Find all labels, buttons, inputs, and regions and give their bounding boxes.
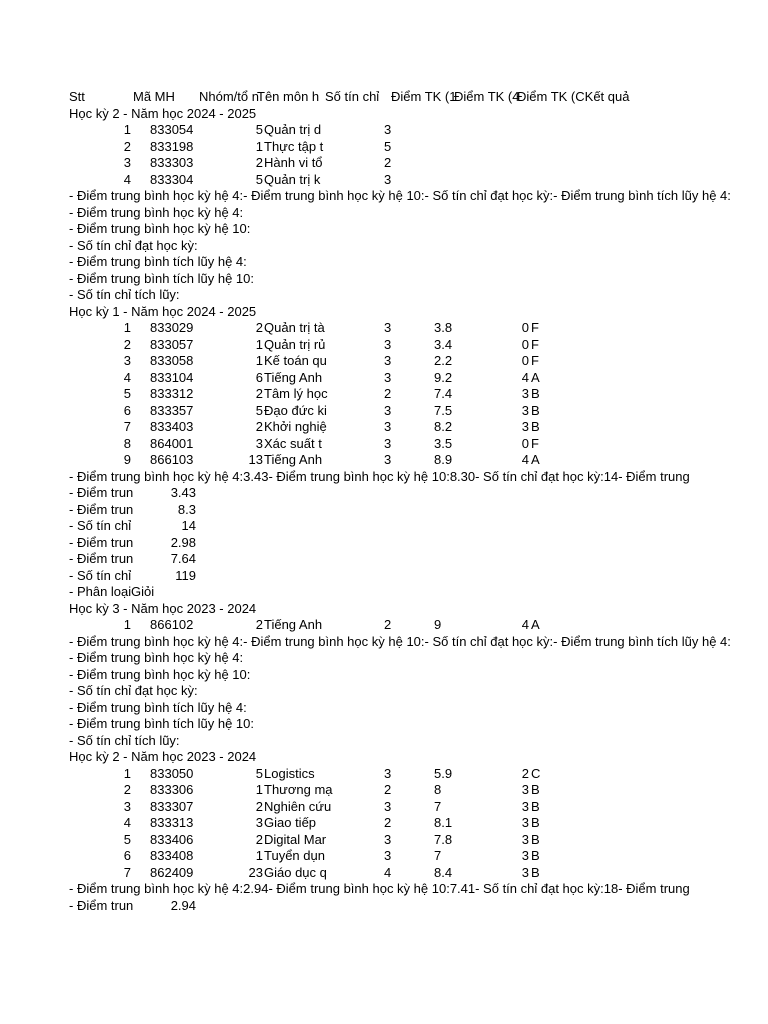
cell-ma-mh[interactable]: 833057 — [150, 336, 194, 352]
summary-label[interactable]: - Số tín chỉ đạt học kỳ: — [69, 237, 198, 253]
cell-ten-mon[interactable]: Khởi nghiệ — [264, 419, 327, 434]
cell-nhom[interactable]: 2 — [255, 831, 263, 847]
cell-diem-10[interactable]: 7.8 — [434, 831, 453, 847]
cell-stt[interactable]: 9 — [123, 452, 131, 467]
cell-stt[interactable]: 1 — [123, 320, 131, 335]
cell-ten-mon[interactable]: Nghiên cứu — [264, 798, 332, 814]
summary-overflow-row — [69, 881, 690, 898]
cell-ten-mon[interactable]: Xác suất t — [264, 435, 322, 451]
cell-so-tin-chi[interactable]: 2 — [384, 782, 392, 797]
cell-diem-10[interactable]: 7.5 — [434, 402, 453, 418]
semester-title[interactable]: Học kỳ 1 - Năm học 2024 - 2025 — [69, 303, 257, 319]
cell-ten-mon[interactable]: Quản trị k — [264, 171, 321, 187]
cell-ket-qua[interactable]: F — [531, 435, 539, 451]
classification-value[interactable]: Giỏi — [131, 584, 155, 599]
cell-stt[interactable]: 1 — [123, 765, 131, 781]
semester-title-row — [69, 601, 654, 618]
cell-ma-mh[interactable]: 833303 — [150, 155, 194, 170]
cell-diem-4[interactable]: 0 — [521, 320, 529, 335]
cell-nhom[interactable]: 2 — [255, 386, 263, 401]
cell-nhom[interactable]: 1 — [255, 848, 263, 863]
semester-title[interactable]: Học kỳ 2 - Năm học 2024 - 2025 — [69, 105, 257, 121]
summary-label[interactable]: - Điểm trun — [69, 897, 134, 913]
cell-ten-mon[interactable]: Tiếng Anh — [264, 369, 323, 385]
cell-diem-10[interactable]: 8.2 — [434, 419, 453, 434]
cell-ket-qua[interactable]: F — [531, 336, 539, 352]
cell-ma-mh[interactable]: 833054 — [150, 122, 194, 137]
summary-row — [69, 271, 654, 288]
cell-diem-4[interactable]: 0 — [521, 435, 529, 451]
cell-stt[interactable]: 7 — [123, 419, 131, 434]
course-row — [69, 353, 654, 370]
cell-ma-mh[interactable]: 866102 — [150, 617, 194, 632]
cell-nhom[interactable]: 2 — [255, 155, 263, 170]
semester-title-row — [69, 106, 654, 123]
cell-ma-mh[interactable]: 833029 — [150, 320, 194, 335]
summary-overflow-text[interactable]: - Điểm trung bình học kỳ hệ 4:- Điểm trung bình học kỳ hệ 10:- Số tín chỉ đạt học kỳ:- Điểm trung bình tích lũy hệ 4: — [69, 188, 731, 203]
summary-value[interactable]: 7.64 — [170, 551, 196, 566]
col-nhom[interactable]: Nhóm/tổ n — [199, 89, 259, 104]
summary-label[interactable]: - Điểm trung bình tích lũy hệ 4: — [69, 699, 247, 715]
semester-title-row — [69, 304, 654, 321]
cell-stt[interactable]: 3 — [123, 155, 131, 170]
cell-stt[interactable]: 3 — [123, 798, 131, 814]
col-ten-mon[interactable]: Tên môn h — [257, 89, 320, 104]
cell-stt[interactable]: 2 — [123, 138, 131, 154]
cell-ten-mon[interactable]: Đạo đức ki — [264, 402, 327, 418]
summary-overflow-row — [69, 633, 731, 651]
cell-diem-4[interactable]: 3 — [521, 831, 529, 847]
cell-ket-qua[interactable]: B — [531, 782, 540, 797]
cell-so-tin-chi[interactable]: 3 — [384, 171, 392, 187]
summary-row — [69, 551, 654, 568]
summary-label[interactable]: - Điểm trung bình học kỳ hệ 10: — [69, 221, 251, 236]
cell-ket-qua[interactable]: B — [531, 815, 540, 830]
cell-ma-mh[interactable]: 833307 — [150, 798, 194, 814]
cell-ten-mon[interactable]: Thương mạ — [264, 782, 333, 797]
cell-stt[interactable]: 2 — [123, 782, 131, 797]
cell-nhom[interactable]: 13 — [248, 452, 263, 467]
cell-diem-10[interactable]: 9.2 — [434, 369, 453, 385]
summary-value[interactable]: 119 — [175, 567, 196, 583]
col-diem-c[interactable]: Điểm TK (CKết quả — [517, 89, 630, 104]
course-row — [69, 337, 654, 354]
cell-ma-mh[interactable]: 862409 — [150, 864, 194, 880]
cell-stt[interactable]: 8 — [123, 435, 131, 451]
summary-label[interactable]: - Điểm trung bình tích lũy hệ 10: — [69, 716, 254, 731]
summary-label[interactable]: - Điểm trung bình tích lũy hệ 10: — [69, 270, 254, 286]
cell-nhom[interactable]: 5 — [255, 171, 263, 187]
summary-row — [69, 535, 654, 552]
cell-nhom[interactable]: 3 — [255, 815, 263, 830]
cell-stt[interactable]: 5 — [123, 831, 131, 847]
summary-label[interactable]: - Số tín chỉ tích lũy: — [69, 287, 180, 302]
summary-row — [69, 733, 654, 750]
course-row — [69, 782, 654, 799]
cell-diem-4[interactable]: 4 — [521, 617, 529, 632]
cell-ma-mh[interactable]: 833050 — [150, 765, 194, 781]
summary-overflow-text[interactable]: - Điểm trung bình học kỳ hệ 4:2.94- Điểm trung bình học kỳ hệ 10:7.41- Số tín chỉ đạt học kỳ:18- Điểm trung — [69, 881, 690, 896]
cell-so-tin-chi[interactable]: 3 — [384, 402, 392, 418]
cell-ten-mon[interactable]: Kế toán qu — [264, 353, 327, 368]
cell-diem-4[interactable]: 3 — [521, 815, 529, 830]
cell-ten-mon[interactable]: Hành vi tổ — [264, 155, 323, 170]
cell-ma-mh[interactable]: 833306 — [150, 782, 194, 797]
cell-diem-10[interactable]: 8.4 — [434, 864, 453, 880]
cell-so-tin-chi[interactable]: 3 — [384, 336, 392, 352]
cell-ma-mh[interactable]: 833403 — [150, 419, 194, 434]
summary-label[interactable]: - Số tín chỉ — [69, 518, 132, 533]
summary-label[interactable]: - Số tín chỉ — [69, 567, 132, 583]
summary-value[interactable]: 14 — [181, 518, 196, 533]
cell-stt[interactable]: 3 — [123, 353, 131, 368]
cell-diem-10[interactable]: 8.1 — [434, 815, 453, 830]
cell-stt[interactable]: 1 — [123, 617, 131, 632]
column-header-row — [69, 89, 654, 106]
cell-ma-mh[interactable]: 864001 — [150, 435, 194, 451]
cell-diem-4[interactable]: 3 — [521, 386, 529, 401]
cell-diem-4[interactable]: 3 — [521, 798, 529, 814]
cell-diem-4[interactable]: 4 — [521, 369, 529, 385]
cell-nhom[interactable]: 1 — [255, 138, 263, 154]
cell-diem-10[interactable]: 5.9 — [434, 765, 453, 781]
cell-ket-qua[interactable]: A — [531, 452, 540, 467]
cell-diem-4[interactable]: 3 — [521, 864, 529, 880]
cell-ket-qua[interactable]: B — [531, 864, 540, 880]
summary-row — [69, 254, 654, 271]
summary-label[interactable]: - Điểm trung bình học kỳ hệ 4: — [69, 650, 244, 665]
cell-so-tin-chi[interactable]: 3 — [384, 452, 392, 467]
course-row — [69, 452, 654, 469]
cell-ma-mh[interactable]: 833058 — [150, 353, 194, 368]
summary-row — [69, 518, 654, 535]
cell-diem-4[interactable]: 2 — [521, 765, 529, 781]
cell-ten-mon[interactable]: Digital Mar — [264, 831, 327, 847]
summary-row — [69, 485, 654, 502]
cell-so-tin-chi[interactable]: 3 — [384, 435, 392, 451]
cell-stt[interactable]: 7 — [123, 864, 131, 880]
summary-value[interactable]: 2.98 — [170, 534, 196, 550]
summary-label[interactable]: - Số tín chỉ tích lũy: — [69, 732, 180, 748]
cell-ket-qua[interactable]: B — [531, 831, 540, 847]
semester-title-row — [69, 749, 654, 766]
cell-nhom[interactable]: 3 — [255, 435, 263, 451]
course-row — [69, 865, 654, 882]
cell-ma-mh[interactable]: 833408 — [150, 848, 194, 863]
course-row — [69, 139, 654, 156]
cell-nhom[interactable]: 2 — [255, 617, 263, 632]
cell-stt[interactable]: 4 — [123, 369, 131, 385]
cell-so-tin-chi[interactable]: 2 — [384, 815, 392, 830]
course-row — [69, 370, 654, 387]
summary-label[interactable]: - Điểm trun — [69, 534, 134, 550]
cell-nhom[interactable]: 5 — [255, 765, 263, 781]
course-row — [69, 386, 654, 403]
cell-ten-mon[interactable]: Giao tiếp — [264, 815, 317, 830]
cell-ten-mon[interactable]: Quản trị tà — [264, 320, 325, 335]
course-row — [69, 172, 654, 189]
summary-value[interactable]: 8.3 — [177, 501, 196, 517]
cell-so-tin-chi[interactable]: 3 — [384, 353, 392, 368]
spreadsheet — [69, 89, 731, 914]
cell-ma-mh[interactable]: 833312 — [150, 386, 194, 401]
summary-row — [69, 667, 654, 684]
cell-diem-4[interactable]: 3 — [521, 402, 529, 418]
summary-row — [69, 700, 654, 717]
cell-ket-qua[interactable]: C — [531, 765, 541, 781]
cell-diem-10[interactable]: 7 — [434, 848, 442, 863]
cell-nhom[interactable]: 2 — [255, 320, 263, 335]
col-diem-10[interactable]: Điểm TK (1 — [391, 89, 457, 104]
cell-so-tin-chi[interactable]: 2 — [384, 617, 392, 632]
cell-diem-10[interactable]: 7.4 — [434, 386, 453, 401]
cell-ket-qua[interactable]: B — [531, 798, 540, 814]
cell-ket-qua[interactable]: F — [531, 320, 539, 335]
cell-stt[interactable]: 5 — [123, 386, 131, 401]
cell-nhom[interactable]: 1 — [255, 353, 263, 368]
summary-overflow-text[interactable]: - Điểm trung bình học kỳ hệ 4:- Điểm trung bình học kỳ hệ 10:- Số tín chỉ đạt học kỳ:- Điểm trung bình tích lũy hệ 4: — [69, 633, 731, 649]
cell-ten-mon[interactable]: Tâm lý học — [264, 386, 328, 401]
cell-ma-mh[interactable]: 866103 — [150, 452, 194, 467]
cell-diem-10[interactable]: 3.5 — [434, 435, 453, 451]
summary-row — [69, 898, 654, 915]
cell-ma-mh[interactable]: 833304 — [150, 171, 194, 187]
cell-ket-qua[interactable]: B — [531, 848, 540, 863]
cell-so-tin-chi[interactable]: 3 — [384, 419, 392, 434]
course-row — [69, 436, 654, 453]
summary-row — [69, 287, 654, 304]
cell-ten-mon[interactable]: Tuyển dụn — [264, 848, 325, 863]
summary-label[interactable]: - Điểm trun — [69, 485, 134, 500]
course-row — [69, 419, 654, 436]
col-diem-4[interactable]: Điểm TK (4 — [454, 89, 520, 104]
cell-ket-qua[interactable]: B — [531, 386, 540, 401]
cell-diem-10[interactable]: 9 — [434, 617, 442, 632]
cell-so-tin-chi[interactable]: 3 — [384, 765, 392, 781]
cell-ten-mon[interactable]: Logistics — [264, 765, 315, 781]
summary-label[interactable]: - Số tín chỉ đạt học kỳ: — [69, 683, 198, 698]
course-row — [69, 403, 654, 420]
cell-ket-qua[interactable]: F — [531, 353, 539, 368]
cell-diem-4[interactable]: 3 — [521, 419, 529, 434]
cell-ten-mon[interactable]: Quản trị rủ — [264, 336, 326, 352]
cell-so-tin-chi[interactable]: 3 — [384, 320, 392, 335]
cell-so-tin-chi[interactable]: 3 — [384, 798, 392, 814]
cell-ma-mh[interactable]: 833357 — [150, 402, 194, 418]
cell-ten-mon[interactable]: Giáo dục q — [264, 864, 327, 880]
cell-nhom[interactable]: 1 — [255, 782, 263, 797]
cell-nhom[interactable]: 5 — [255, 122, 263, 137]
cell-stt[interactable]: 2 — [123, 336, 131, 352]
cell-diem-10[interactable]: 7 — [434, 798, 442, 814]
summary-label[interactable]: - Điểm trun — [69, 551, 134, 566]
summary-row — [69, 502, 654, 519]
summary-overflow-row — [69, 468, 690, 486]
cell-so-tin-chi[interactable]: 5 — [384, 138, 392, 154]
cell-so-tin-chi[interactable]: 3 — [384, 122, 392, 137]
semester-title[interactable]: Học kỳ 2 - Năm học 2023 - 2024 — [69, 749, 257, 764]
summary-value[interactable]: 2.94 — [170, 897, 196, 913]
cell-so-tin-chi[interactable]: 2 — [384, 155, 392, 170]
course-row — [69, 320, 654, 337]
summary-row — [69, 683, 654, 700]
cell-stt[interactable]: 6 — [123, 848, 131, 863]
cell-ten-mon[interactable]: Tiếng Anh — [264, 617, 323, 632]
course-row — [69, 832, 654, 849]
summary-row — [69, 568, 654, 585]
cell-nhom[interactable]: 2 — [255, 419, 263, 434]
course-row — [69, 815, 654, 832]
cell-so-tin-chi[interactable]: 2 — [384, 386, 392, 401]
course-row — [69, 122, 654, 139]
cell-ma-mh[interactable]: 833104 — [150, 369, 194, 385]
cell-diem-10[interactable]: 8 — [434, 782, 442, 797]
summary-label[interactable]: - Điểm trun — [69, 501, 134, 517]
cell-so-tin-chi[interactable]: 3 — [384, 369, 392, 385]
cell-stt[interactable]: 6 — [123, 402, 131, 418]
cell-diem-10[interactable]: 3.4 — [434, 336, 453, 352]
cell-ten-mon[interactable]: Tiếng Anh — [264, 452, 323, 467]
summary-row — [69, 716, 654, 733]
summary-label[interactable]: - Điểm trung bình học kỳ hệ 10: — [69, 666, 251, 682]
course-row — [69, 799, 654, 816]
cell-diem-10[interactable]: 2.2 — [434, 353, 453, 368]
summary-value[interactable]: 3.43 — [170, 485, 196, 500]
cell-diem-4[interactable]: 3 — [521, 848, 529, 863]
cell-diem-4[interactable]: 0 — [521, 353, 529, 368]
cell-ket-qua[interactable]: A — [531, 617, 540, 632]
cell-diem-4[interactable]: 0 — [521, 336, 529, 352]
cell-diem-4[interactable]: 4 — [521, 452, 529, 467]
cell-nhom[interactable]: 23 — [248, 864, 263, 880]
cell-nhom[interactable]: 1 — [255, 336, 263, 352]
course-row — [69, 766, 654, 783]
cell-ten-mon[interactable]: Quản trị d — [264, 122, 322, 137]
course-row — [69, 155, 654, 172]
cell-nhom[interactable]: 5 — [255, 402, 263, 418]
cell-diem-10[interactable]: 3.8 — [434, 320, 453, 335]
cell-diem-10[interactable]: 8.9 — [434, 452, 453, 467]
course-row — [69, 617, 654, 634]
summary-row — [69, 238, 654, 255]
cell-so-tin-chi[interactable]: 4 — [384, 864, 392, 880]
cell-ket-qua[interactable]: B — [531, 419, 540, 434]
summary-row — [69, 221, 654, 238]
summary-overflow-text[interactable]: - Điểm trung bình học kỳ hệ 4:3.43- Điểm trung bình học kỳ hệ 10:8.30- Số tín chỉ đạt học kỳ:14- Điểm trung — [69, 468, 690, 484]
cell-ma-mh[interactable]: 833406 — [150, 831, 194, 847]
summary-label[interactable]: - Điểm trung bình học kỳ hệ 4: — [69, 204, 244, 220]
col-so-tin-chi[interactable]: Số tín chỉ — [325, 89, 380, 104]
cell-ma-mh[interactable]: 833313 — [150, 815, 194, 830]
cell-stt[interactable]: 1 — [123, 122, 131, 137]
summary-overflow-row — [69, 188, 731, 205]
col-ma-mh[interactable]: Mã MH — [133, 89, 175, 104]
col-stt[interactable]: Stt — [69, 89, 85, 104]
cell-so-tin-chi[interactable]: 3 — [384, 831, 392, 847]
course-row — [69, 848, 654, 865]
cell-nhom[interactable]: 6 — [255, 369, 263, 385]
cell-stt[interactable]: 4 — [123, 815, 131, 830]
cell-ten-mon[interactable]: Thực tập t — [264, 138, 324, 154]
cell-ma-mh[interactable]: 833198 — [150, 138, 194, 154]
classification-row — [69, 584, 654, 601]
summary-row — [69, 650, 654, 667]
classification-label[interactable]: - Phân loại — [69, 584, 132, 599]
cell-stt[interactable]: 4 — [123, 171, 131, 187]
summary-row — [69, 205, 654, 222]
cell-ket-qua[interactable]: A — [531, 369, 540, 385]
cell-diem-4[interactable]: 3 — [521, 782, 529, 797]
cell-ket-qua[interactable]: B — [531, 402, 540, 418]
cell-nhom[interactable]: 2 — [255, 798, 263, 814]
summary-label[interactable]: - Điểm trung bình tích lũy hệ 4: — [69, 254, 247, 269]
semester-title[interactable]: Học kỳ 3 - Năm học 2023 - 2024 — [69, 600, 257, 616]
cell-so-tin-chi[interactable]: 3 — [384, 848, 392, 863]
